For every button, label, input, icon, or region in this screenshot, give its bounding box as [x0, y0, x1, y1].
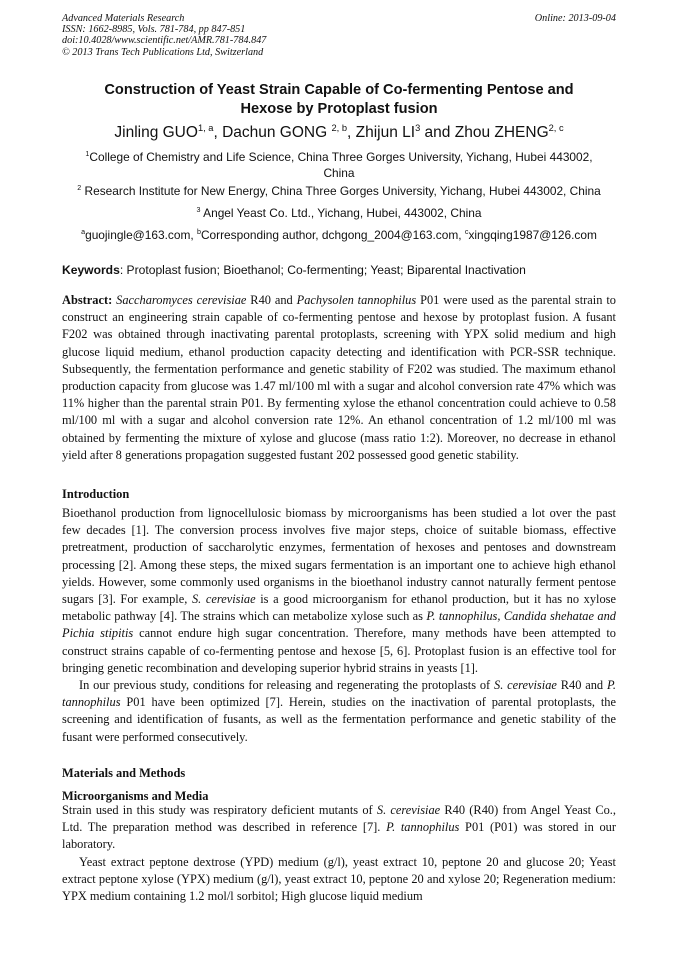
species-name: P. tannophilus, Candida shehatae and Pichia stipitis — [62, 609, 616, 641]
methods-body — [62, 802, 616, 905]
affiliation-text-cont: China — [323, 166, 355, 180]
species-name: Saccharomyces cerevisiae — [112, 293, 247, 307]
species-name: P. tannophilus — [386, 820, 460, 835]
intro-text: P01 have been optimized [7]. Herein, studies on the inactivation of parental protoplasts, the screening and identification of fusants, as well as the fermentation performance and genetic stability of the fusant were performed consecutively. — [62, 695, 616, 744]
affiliation-text: College of Chemistry and Life Science, China Three Gorges University, Yichang, Hubei 443002, — [89, 150, 593, 164]
affiliation-3 — [62, 205, 616, 221]
journal-name: Advanced Materials Research — [62, 13, 185, 24]
author-separator: , — [213, 124, 223, 141]
author-affiliation-sup: 2, c — [548, 122, 564, 133]
intro-text: R40 and — [556, 678, 607, 693]
email-sup: a — [81, 228, 86, 237]
affiliation-1 — [62, 149, 616, 181]
author-name: Dachun GONG — [222, 124, 332, 141]
author-affiliation-sup: 2, b — [331, 122, 347, 133]
author-separator: , — [347, 124, 356, 141]
species-name: P. tannophilus — [62, 678, 617, 710]
methods-heading: Materials and Methods — [62, 766, 186, 780]
abstract-label: Abstract: — [62, 293, 113, 307]
author-separator: and — [420, 124, 455, 141]
email-a: guojingle@163.com, — [85, 228, 197, 242]
copyright-line: © 2013 Trans Tech Publications Ltd, Switzerland — [62, 46, 264, 58]
intro-text: In our previous study, conditions for releasing and regenerating the protoplasts of — [79, 678, 495, 693]
journal-header — [62, 13, 616, 58]
introduction-heading: Introduction — [62, 487, 130, 501]
affiliation-sup: 2 — [77, 184, 82, 193]
affiliation-text: Angel Yeast Co. Ltd., Yichang, Hubei, 443002, China — [200, 206, 482, 220]
author-emails — [62, 227, 616, 243]
methods-paragraph-1 — [62, 802, 616, 854]
abstract — [62, 292, 616, 464]
author-name: Zhou ZHENG — [454, 124, 549, 141]
species-name: Pachysolen tannophilus — [296, 293, 417, 307]
methods-subheading: Microorganisms and Media — [62, 789, 209, 803]
methods-text: P01 (P01) was stored in our laboratory. — [62, 820, 617, 852]
author-list — [62, 123, 616, 142]
keywords-label: Keywords — [62, 263, 120, 277]
intro-text: cannot endure high sugar concentration. Therefore, many methods have been attempted to construct strains capable of co-fermenting pentose and hexose [5, 6]. Protoplast fusion is an effective tool for bringing genetic recombination and developing superior hybrid strains in yeasts [1]. — [62, 626, 616, 675]
introduction-body — [62, 505, 616, 746]
paper-title — [62, 81, 616, 119]
affiliation-sup: 1 — [85, 150, 90, 159]
author-affiliation-sup: 3 — [415, 122, 421, 133]
abstract-text: P01 were used as the parental strain to construct an engineering strain capable of co-fermenting pentose and hexose by protoplast fusion. A fusant F202 was obtained through inactivating parental protoplasts, screening with YPX solid medium and high glucose liquid medium, ethanol production capacity detecting and identification with PCR-SSR technique. Subsequently, the fermentation performance and genetic stability of F202 was studied. The maximum ethanol production capacity from glucose was 1.47 ml/100 ml with a sugar and alcohol conversion rate 47% which was 11% higher than the parental strain P01. By fermenting xylose the ethanol concentration could achieve to 0.58 ml/100 ml with a sugar and alcohol conversion rate 12%. An ethanol concentration of 1.2 ml/100 ml was obtained by fermenting the mixture of xylose and glucose (mass ratio 1:2). Moreover, no decrease in ethanol yield after 8 generations propagation suggested fustant 202 possessed good genetic stability. — [62, 293, 616, 462]
species-name: S. cerevisiae — [494, 678, 557, 693]
affiliation-sup: 3 — [196, 206, 201, 215]
email-b: Corresponding author, dchgong_2004@163.com, — [200, 228, 465, 242]
intro-paragraph-2 — [62, 677, 616, 746]
keywords — [62, 262, 616, 278]
intro-paragraph-1 — [62, 505, 616, 677]
author-name: Zhijun LI — [355, 124, 416, 141]
methods-text: R40 (R40) from Angel Yeast Co., Ltd. The preparation method was described in reference [7]. — [62, 803, 616, 835]
doi-line: doi:10.4028/www.scientific.net/AMR.781-784.847 — [62, 35, 267, 47]
abstract-text: R40 and — [246, 293, 297, 307]
keywords-text: : Protoplast fusion; Bioethanol; Co-fermenting; Yeast; Biparental Inactivation — [119, 263, 526, 277]
affiliation-2 — [62, 183, 616, 199]
author-affiliation-sup: 1, a — [197, 122, 214, 133]
title-line-2: Hexose by Protoplast fusion — [240, 101, 438, 117]
issn-line: ISSN: 1662-8985, Vols. 781-784, pp 847-851 — [62, 24, 246, 36]
affiliation-text: Research Institute for New Energy, China Three Gorges University, Yichang, Hubei 443002, China — [81, 184, 601, 198]
title-line-1: Construction of Yeast Strain Capable of Co-fermenting Pentose and — [104, 82, 574, 98]
methods-paragraph-2: Yeast extract peptone dextrose (YPD) medium (g/l), yeast extract 10, peptone 20 and glucose 20; Yeast extract peptone xylose (YPX) medium (g/l), yeast extract 10, peptone 20 and xylose 20; Regeneration medium: YPX medium containing 1.2 mol/l sorbitol; High glucose liquid medium — [62, 854, 616, 904]
email-sup: c — [464, 228, 469, 237]
species-name: S. cerevisiae — [191, 592, 256, 607]
species-name: S. cerevisiae — [376, 803, 441, 817]
methods-text: Strain used in this study was respiratory deficient mutants of — [62, 803, 377, 817]
author-name: Jinling GUO — [114, 124, 198, 141]
online-date: Online: 2013-09-04 — [534, 13, 616, 24]
intro-text: Bioethanol production from lignocellulosic biomass by microorganisms has been studied a lot over the past few decades [1]. The conversion process involves five major steps, choice of suitable biomass, effective pretreatment, production of saccharolytic enzymes, fermentation of hexoses and pentoses and downstream processing [2]. Among these steps, the mixed sugars fermentation is an important one to achieve high ethanol yields. However, some commonly used organisms in the bioethanol industry cannot naturally ferment pentose sugars [3]. For example, — [62, 506, 616, 607]
email-c: xingqing1987@126.com — [468, 228, 597, 242]
email-sup: b — [196, 228, 201, 237]
intro-text: is a good microorganism for ethanol production, but it has no xylose metabolic pathway [4]. The strains which can metabolize xylose such as — [62, 592, 616, 624]
